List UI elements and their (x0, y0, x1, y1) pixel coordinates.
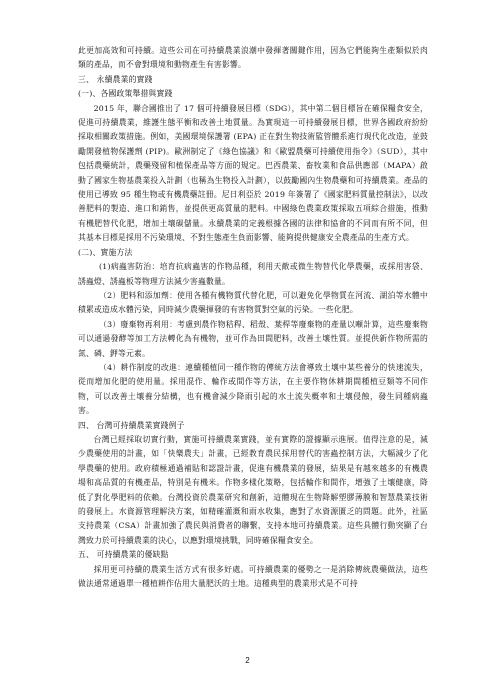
method-item-fertilizer: （2）肥料和添加劑：使用各種有機物質代替化肥，可以避免化學物質在河流、湖泊等水體中積累或造成水體污染，同時減少農藥揮發的有害物質對空氣的污染。一些化肥。 (78, 290, 428, 315)
policy-paragraph: 2015 年，聯合國推出了 17 個可持續發展目標（SDG），其中第二個目標旨在確保糧食安全，促進可持續農業，維護生態平衡和改善土地質量。為實現這一可持續發展目標，世界各國政府紛紛採取相關政策措施。例如，美國環境保護署 (EPA) 正在對生物技術監管體系進行現代化改造，並鼓勵開發植物保護劑 (PIP)。歐洲制定了《綠色協議》和《歐盟農藥可持續使用指令》（SUD），其中包括農藥統計，農藥殘留和植保產品等方面的規定。巴西農業、畜牧業和食品供應部（MAPA）啟動了國家生物基農業投入計劃（也稱為生物投入計劃），以鼓勵國內生物農藥和可持續農業。產品的使用已導致 95 種生物或有機農藥註冊。尼日利亞於 2019 年簽署了《國家肥料質量控制法》，以改善肥料的製造、進口和銷售，並提供更高質量的肥料。中國綠色農業政策採取五項綜合措施，推動有機肥替代化肥，增加土壤碳儲量。永續農業的定義根據各國的法律和協會的不同而有所不同，但其基本目標是採用不污染環境、不對生態產生負面影響、能夠提供健康安全農產品的生產方式。 (78, 103, 428, 243)
section-3-1-heading: (一)、各國政策舉措與實踐 (78, 89, 173, 99)
pros-cons-paragraph: 採用更可持續的農業生活方式有很多好處。可持續農業的優勢之一是消除傳統農藥做法，這些做法通常通過單一種植耕作佔用大量肥沃的土地。這種典型的農業形式是不可持 (78, 564, 428, 589)
opening-paragraph: 此更加高效和可持續。這些公司在可持續農業浪潮中發揮著關鍵作用，因為它們能夠生產類似於肉類的產品，而不會對環境和動物產生有害影響。 (78, 46, 428, 70)
taiwan-paragraph: 台灣已經採取切實行動，實施可持續農業實踐，並有實際的證據顯示進展。值得注意的是，減少農藥使用的計畫，如「快樂農夫」計畫，已經教育農民採用替代的害蟲控制方法，大幅減少了化學農藥的使用。政府積極通過補貼和認證計畫，促進有機農業的發展，結果是有越來越多的有機農場和高品質的有機產品，特別是有機米。作物多樣化策略，包括輪作和間作，增強了土壤健康，降低了對化學肥料的依賴。台灣投資於農業研究和創新，這體現在生物降解塑膠薄膜和智慧農業技術的發展上。水資源管理解決方案，如精確灌溉和雨水收集，應對了水資源匱乏的問題。此外，社區支持農業（CSA）計畫加強了農民與消費者的聯繫，支持本地可持續農業。這些具體行動突顯了台灣致力於可持續農業的決心，以應對環境挑戰，同時確保糧食安全。 (78, 434, 428, 545)
method-item-pest-control: (1)病蟲害防治：培育抗病蟲害的作物品種，利用天敵或微生物替代化學農藥，或採用害袋、誘蟲燈、誘蟲板等物理方法減少害蟲數量。 (78, 262, 428, 286)
method-item-waste-reuse: （3）廢棄物再利用：考慮到農作物秸稈、稻殼、葉桿等廢棄物的產量以噸計算，這些廢棄物可以通過發酵等加工方法轉化為有機物，並可作為田間肥料，改善土壤性質。並提供新作物所需的氮、磷、鉀等元素。 (78, 319, 428, 358)
section-5-heading: 五、 可持續農業的優缺點 (78, 550, 169, 560)
method-item-farming-system: （4）耕作制度的改進：連續種植同一種作物的傳統方法會導致土壤中某些養分的快速流失，從而增加化肥的使用量。採用混作、輪作或間作等方法，在主要作物休耕期間種植豆類等不同作物，可以改善土壤養分結構，也有機會減少降雨引起的水土流失概率和土壤侵蝕，發生同種病蟲害。 (78, 362, 428, 416)
document-body (78, 44, 428, 591)
section-3-2-heading: (二)、實施方法 (78, 247, 133, 257)
page-number: 2 (245, 656, 250, 665)
section-3-heading: 三、 永續農業的實踐 (78, 74, 153, 84)
section-4-heading: 四、 台灣可持續農業實踐例子 (78, 420, 185, 430)
